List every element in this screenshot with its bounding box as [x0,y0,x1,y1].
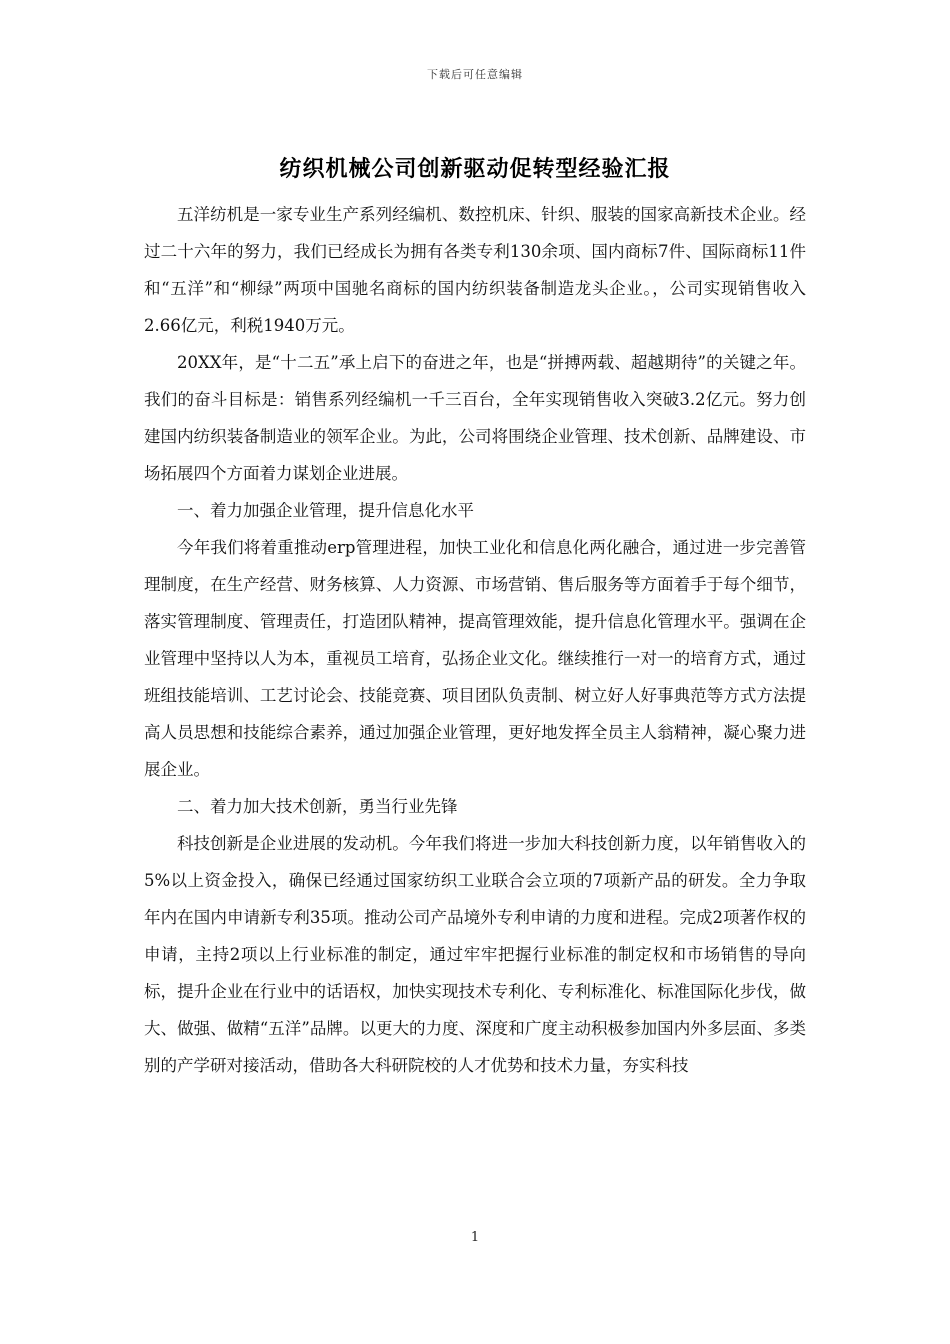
document-title: 纺织机械公司创新驱动促转型经验汇报 [279,156,671,182]
document-body [144,196,806,1084]
page-number: 1 [470,1230,480,1245]
paragraph-innovation: 科技创新是企业进展的发动机。今年我们将进一步加大科技创新力度，以年销售收入的5%以上资金投入，确保已经通过国家纺织工业联合会立项的7项新产品的研发。全力争取年内在国内申请新专利35项。推动公司产品境外专利申请的力度和进程。完成2项著作权的申请，主持2项以上行业标准的制定，通过牢牢把握行业标准的制定权和市场销售的导向标，提升企业在行业中的话语权，加快实现技术专利化、专利标准化、标准国际化步伐，做大、做强、做精“五洋”品牌。以更大的力度、深度和广度主动积极参加国内外多层面、多类别的产学研对接活动，借助各大科研院校的人才优势和技术力量，夯实科技 [144,834,806,1075]
paragraph-goals: 20XX年，是“十二五”承上启下的奋进之年，也是“拼搏两载、超越期待”的关键之年。我们的奋斗目标是：销售系列经编机一千三百台，全年实现销售收入突破3.2亿元。努力创建国内纺织装备制造业的领军企业。为此，公司将围绕企业管理、技术创新、品牌建设、市场拓展四个方面着力谋划企业进展。 [144,353,806,483]
section-heading-management: 一、着力加强企业管理，提升信息化水平 [177,501,474,520]
section-heading-innovation: 二、着力加大技术创新，勇当行业先锋 [177,797,458,816]
paragraph-management: 今年我们将着重推动erp管理进程，加快工业化和信息化两化融合，通过进一步完善管理制度，在生产经营、财务核算、人力资源、市场营销、售后服务等方面着手于每个细节，落实管理制度、管理责任，打造团队精神，提高管理效能，提升信息化管理水平。强调在企业管理中坚持以人为本，重视员工培育，弘扬企业文化。继续推行一对一的培育方式，通过班组技能培训、工艺讨论会、技能竞赛、项目团队负责制、树立好人好事典范等方式方法提高人员思想和技能综合素养，通过加强企业管理，更好地发挥全员主人翁精神，凝心聚力进展企业。 [144,538,806,779]
header-note: 下载后可任意编辑 [427,68,523,81]
paragraph-intro: 五洋纺机是一家专业生产系列经编机、数控机床、针织、服装的国家高新技术企业。经过二十六年的努力，我们已经成长为拥有各类专利130余项、国内商标7件、国际商标11件和“五洋”和“柳绿”两项中国驰名商标的国内纺织装备制造龙头企业。，公司实现销售收入2.66亿元，利税1940万元。 [144,205,806,335]
